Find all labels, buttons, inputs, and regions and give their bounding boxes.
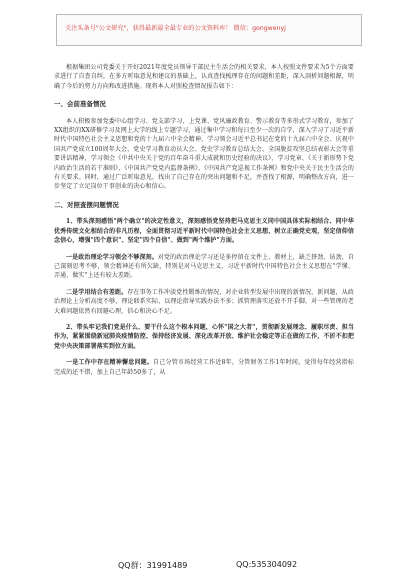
promo-banner-text: 关注头条号"公文研究"，获得最新最全最专业的公文资料库！ 微信：gongwenyj <box>65 25 286 32</box>
problem-2-text: 存在事务工作冲淡党性锻炼的情况，对企业转型发展中出现的新情况、新问题，从政治理论上分析高度不够，理论联系实际、以理论指导实践办法不多；抓管理落实还放不开手脚，对一些管理的老大难问题依然有回避心理，信心和决心不足。 <box>54 288 354 315</box>
section-heading-1: 一、会前准备情况 <box>54 100 106 109</box>
item-2-problem-1 <box>54 358 354 377</box>
intro-paragraph: 根据集团公司党委关于开好2021年度党员领导干部民主生活会的相关要求，本人按照文件要求为5个方面要求进行了自查自纠，在多方听取意见和建议的基础上，认真查找梳理存在的问题和差距，深入剖析问题根源，明确了今后的努力方向和改进措施。现将本人对照检查情况报告如下： <box>54 64 354 90</box>
item-1-heading: 1、带头深刻感悟"两个确立"的决定性意义，深刻感悟党坚持把马克思主义同中国具体实际相结合、同中华优秀传统文化相结合的非凡历程，全面贯彻习近平新时代中国特色社会主义思想，树立正确党史观，坚定信仰信念信心，增强"四个意识"、坚定"四个自信"、做到"两个维护"方面。 <box>54 218 354 245</box>
section-heading-2: 二、对照查摆问题情况 <box>54 200 119 209</box>
problem-3-text: 自己分管市场经营工作近8年，分管财务工作1年时间，觉得每年经营指标完成的还不错，加上自己年龄50多了，从 <box>54 359 354 376</box>
problem-1-lead: 一是政治理论学习领会不够深刻。 <box>66 253 158 261</box>
problem-3-lead: 一是工作中存在精神懈怠问题。 <box>66 359 154 367</box>
footer-qq-group: QQ群：31991489 <box>118 561 188 570</box>
footer <box>0 558 408 574</box>
footer-qq: QQ:535304092 <box>236 560 298 569</box>
item-1-problem-2 <box>54 288 354 316</box>
item-1-problem-1 <box>54 253 354 281</box>
problem-1-text: 对党的政治理论学习还是多停留在文件上、教材上，缺乏挤劲、钻劲，自己深刻思考不够，领会精神还有所欠缺，特别是对马克思主义、习近平新时代中国特色社会主义思想在"学懂、弄通、做实"上还有较大差距。 <box>54 253 354 280</box>
paragraph-preparation: 本人积极参加党委中心组学习、党支部学习、上党课、党风廉政教育、警示教育等多形式学习教育，参加了XX组织的XX研修学习及网上大学的线上专题学习，通过集中学习和每日至少一次的自学，深入学习了习近平新时代中国特色社会主义思想和党的十九届六中全会精神，学习领会习近平总书记在党的十九届六中全会、庆祝中国共产党成立100周年大会、党史学习教育动员大会、党史学习教育总结大会、全国脱贫攻坚总结表彰大会等重要讲话精神，学习领会《中共中央关于党的百年奋斗重大成就和历史经验的决议》、学习党章、《关于新形势下党内政治生活的若干准则》、《中国共产党党内监督条例》、《中国共产党巡视工作条例》和党中央关于民主生活会的有关要求。同时，通过广泛听取意见，找出了自己存在的突出问题和不足，并查找了根源，明确整改方向，进一步坚定了立足岗位干事创业的决心和信心。 <box>54 117 354 191</box>
problem-2-lead: 二是学用结合有差距。 <box>66 288 128 296</box>
item-2-heading: 2、带头牢记我们党是什么、要干什么这个根本问题，心怀"国之大者"，贯彻新发展理念、履职尽责、担当作为，紧紧围绕新冠肺炎疫情防控、保持经济发展、深化改革开放、维护社会稳定等正在做的工作，不折不扣把党中央决策部署落实到位方面。 <box>54 323 354 350</box>
document-body <box>54 63 354 377</box>
promo-banner <box>56 14 362 46</box>
